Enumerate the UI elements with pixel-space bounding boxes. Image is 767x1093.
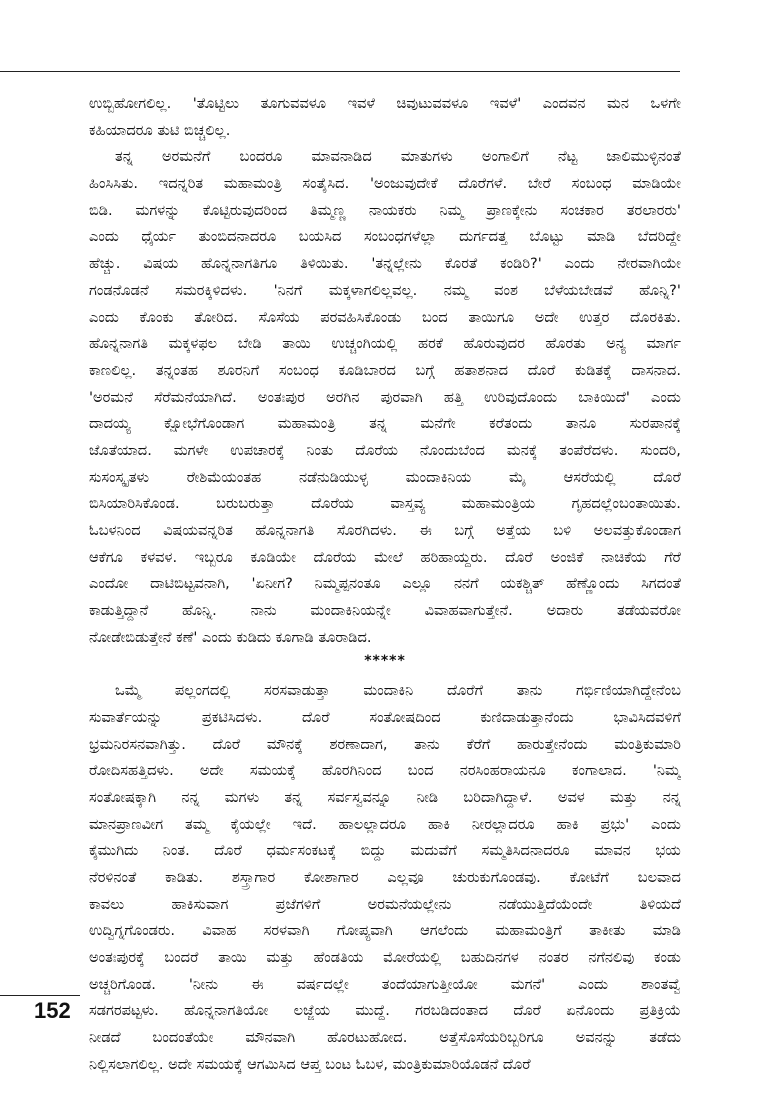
text-line: ಅಂತಃಪುರಕ್ಕೆ ಬಂದರೆ ತಾಯಿ ಮತ್ತು ಹೆಂಡತಿಯ ಮೋರೆಯಲ್ಲಿ ಬಹುದಿನಗಳ ನಂತರ ನಗೆನಲಿವು ಕಂಡು [89,949,681,966]
text-line: ಅಚ್ಚರಿಗೊಂಡ. 'ನೀನು ಈ ವರ್ಷದಲ್ಲೇ ತಂದೆಯಾಗುತ್ತೀಯೋ ಮಗನೆ' ಎಂದು ಶಾಂತವ್ವೆ [89,975,681,993]
text-line: ಸಂತೋಷಕ್ಕಾಗಿ ನನ್ನ ಮಗಳು ತನ್ನ ಸರ್ವಸ್ವವನ್ನೂ ನೀಡಿ ಬರಿದಾಗಿದ್ದಾಳೆ. ಅವಳ ಮತ್ತು ನನ್ನ [89,788,681,806]
text-line: 'ಅರಮನೆ ಸೆರೆಮನೆಯಾಗಿದೆ. ಅಂತಃಪುರ ಅರಗಿನ ಪುರವಾಗಿ ಹತ್ತಿ ಉರಿವುದೊಂದು ಬಾಕಿಯಿದೆ' ಎಂದು [89,388,681,406]
text-line: ಎಂದು ಧೈರ್ಯ ತುಂಬಿದನಾದರೂ ಬಯಸಿದ ಸಂಬಂಧಗಳೆಲ್ಲಾ ದುರ್ಗದತ್ತ ಬೊಟ್ಟು ಮಾಡಿ ಬೆದರಿದ್ದೇ [89,228,681,246]
text-line: ಸುಸಂಸ್ಕೃತಳು ರೇಶಿಮೆಯಂತಹ ನಡೆನುಡಿಯುಳ್ಳ ಮಂದಾಕಿನಿಯ ಮೈ ಆಸರೆಯಲ್ಲಿ ದೊರೆ [89,468,681,486]
text-line: ತನ್ನ ಅರಮನೆಗೆ ಬಂದರೂ ಮಾವನಾಡಿದ ಮಾತುಗಳು ಅಂಗಾಲಿಗೆ ನೆಟ್ಟ ಜಾಲಿಮುಳ್ಳಿನಂತೆ [115,148,681,166]
section-separator: ***** [364,653,406,670]
text-line: ಜೊತೆಯಾದ. ಮಗಳೇ ಉಪಚಾರಕ್ಕೆ ನಿಂತು ದೊರೆಯ ನೊಂದುಬೆಂದ ಮನಕ್ಕೆ ತಂಪೆರೆದಳು. ಸುಂದರಿ, [89,441,681,459]
text-line: ಒಮ್ಮೆ ಪಲ್ಲಂಗದಲ್ಲಿ ಸರಸವಾಡುತ್ತಾ ಮಂದಾಕಿನಿ ದೊರೆಗೆ ತಾನು ಗರ್ಭಿಣಿಯಾಗಿದ್ದೇನೆಂಬ [115,682,681,700]
text-line: ನೋಡೇಬಿಡುತ್ತೇನೆ ಕಣೆ' ಎಂದು ಕುಡಿದು ಕೂಗಾಡಿ ತೂರಾಡಿದ. [89,628,372,646]
text-line: ಮಾನಪ್ರಾಣವೀಗ ತಮ್ಮ ಕೈಯಲ್ಲೇ ಇದೆ. ಹಾಲಲ್ಲಾದರೂ ಹಾಕಿ ನೀರಲ್ಲಾದರೂ ಹಾಕಿ ಪ್ರಭು' ಎಂದು [89,815,681,833]
text-line: ದಾದಯ್ಯ ಕ್ಷೋಭೆಗೊಂಡಾಗ ಮಹಾಮಂತ್ರಿ ತನ್ನ ಮನೆಗೇ ಕರೆತಂದು ತಾನೂ ಸುರಪಾನಕ್ಕೆ [89,415,681,433]
text-line: ಉದ್ವಿಗ್ನಗೊಂಡರು. ವಿವಾಹ ಸರಳವಾಗಿ ಗೋಪ್ಯವಾಗಿ ಆಗಲೆಂದು ಮಹಾಮಂತ್ರಿಗೆ ತಾಕೀತು ಮಾಡಿ [89,922,681,940]
text-line: ಎಂದೋ ದಾಟಿಬಿಟ್ಟವನಾಗಿ, 'ಏನೀಗ? ನಿಮ್ಮಪ್ಪನಂತೂ ಎಲ್ಲೂ ನನಗೆ ಯಕಶ್ಚಿತ್ ಹೆಣ್ಣೊಂದು ಸಿಗದಂತೆ [89,575,681,593]
text-line: ಹಿಂಸಿಸಿತು. ಇದನ್ನರಿತ ಮಹಾಮಂತ್ರಿ ಸಂತೈಸಿದ. 'ಅಂಜುವುದೇಕೆ ದೊರೆಗಳೆ. ಬೇರೆ ಸಂಬಂಧ ಮಾಡಿಯೇ [89,175,681,193]
text-line: ಉಬ್ಬಿಹೋಗಲಿಲ್ಲ. 'ತೊಟ್ಟಿಲು ತೂಗುವವಳೂ ಇವಳೆ ಚಿವುಟುವವಳೂ ಇವಳೆ' ಎಂದವನ ಮನ ಒಳಗೇ [89,95,681,112]
text-line: ಭ್ರಮನಿರಸನವಾಗಿತ್ತು. ದೊರೆ ಮೌನಕ್ಕೆ ಶರಣಾದಾಗ, ತಾನು ಕೆರೆಗೆ ಹಾರುತ್ತೇನೆಂದು ಮಂತ್ರಿಕುಮಾರಿ [89,735,681,753]
text-line: ನಿಲ್ಲಿಸಲಾಗಲಿಲ್ಲ. ಅದೇ ಸಮಯಕ್ಕೆ ಆಗಮಿಸಿದ ಆಪ್ತ ಬಂಟ ಓಬಳ, ಮಂತ್ರಿಕುಮಾರಿಯೊಡನೆ ದೊರೆ [89,1055,531,1073]
text-line: ನೆರಳಿನಂತೆ ಕಾಡಿತು. ಶಸ್ತ್ರಾಗಾರ ಕೋಶಾಗಾರ ಎಲ್ಲವೂ ಚುರುಕುಗೊಂಡವು. ಕೋಟೆಗೆ ಬಲವಾದ [89,868,681,886]
text-line: ಆಕೆಗೂ ಕಳವಳ. ಇಬ್ಬರೂ ಕೂಡಿಯೇ ದೊರೆಯ ಮೇಲೆ ಹರಿಹಾಯ್ದರು. ದೊರೆ ಅಂಜಿಕೆ ನಾಚಿಕೆಯ ಗೆರೆ [89,548,681,566]
body-text [89,91,681,1078]
header-rule [0,71,680,72]
text-line: ಸುವಾರ್ತೆಯನ್ನು ಪ್ರಕಟಿಸಿದಳು. ದೊರೆ ಸಂತೋಷದಿಂದ ಕುಣಿದಾಡುತ್ತಾನೆಂದು ಭಾವಿಸಿದವಳಿಗೆ [89,708,681,726]
text-line: ಬಿಸಿಯಾರಿಸಿಕೊಂಡ. ಬರುಬರುತ್ತಾ ದೊರೆಯ ವಾಸ್ತವ್ಯ ಮಹಾಮಂತ್ರಿಯ ಗೃಹದಲ್ಲೆಂಬಂತಾಯಿತು. [89,495,681,513]
text-line: ಹೆಚ್ಚು. ವಿಷಯ ಹೊನ್ನನಾಗತಿಗೂ ತಿಳಿಯಿತು. 'ತನ್ನಲ್ಲೇನು ಕೊರತೆ ಕಂಡಿರಿ?' ಎಂದು ನೇರವಾಗಿಯೇ [89,255,681,273]
text-line: ಕಾಡುತ್ತಿದ್ದಾನೆ ಹೊನ್ನಿ. ನಾನು ಮಂದಾಕಿನಿಯನ್ನೇ ವಿವಾಹವಾಗುತ್ತೇನೆ. ಅದಾರು ತಡೆಯವರೋ [89,602,681,620]
text-line: ಎಂದು ಕೊಂಕು ತೋರಿದ. ಸೊಸೆಯ ಪರವಹಿಸಿಕೊಂಡು ಬಂದ ತಾಯಿಗೂ ಅದೇ ಉತ್ತರ ದೊರಕಿತು. [89,308,681,326]
text-line: ಸಡಗರಪಟ್ಟಳು. ಹೊನ್ನನಾಗತಿಯೋ ಲಜ್ಜೆಯ ಮುದ್ದೆ. ಗರಬಡಿದಂತಾದ ದೊರೆ ಏನೊಂದು ಪ್ರತಿಕ್ರಿಯೆ [89,1002,681,1020]
text-line: ಓಬಳನಿಂದ ವಿಷಯವನ್ನರಿತ ಹೊನ್ನನಾಗತಿ ಸೊರಗಿದಳು. ಈ ಬಗ್ಗೆ ಅತ್ತೆಯ ಬಳಿ ಅಲವತ್ತುಕೊಂಡಾಗ [89,522,681,539]
text-line: ಬಿಡಿ. ಮಗಳನ್ನು ಕೊಟ್ಟಿರುವುದರಿಂದ ತಿಮ್ಮಣ್ಣ ನಾಯಕರು ನಿಮ್ಮ ಪ್ರಾಣಕ್ಕೇನು ಸಂಚಕಾರ ತರಲಾರರು' [89,201,681,219]
text-line: ನೀಡದೆ ಬಂದಂತೆಯೇ ಮೌನವಾಗಿ ಹೊರಟುಹೋದ. ಅತ್ತೆಸೊಸೆಯರಿಬ್ಬರಿಗೂ ಅವನನ್ನು ತಡೆದು [89,1029,681,1047]
text-line: ಗಂಡನೊಡನೆ ಸಮರಕ್ಕಿಳಿದಳು. 'ನಿನಗೆ ಮಕ್ಕಳಾಗಲಿಲ್ಲವಲ್ಲ. ನಮ್ಮ ವಂಶ ಬೆಳೆಯಬೇಡವೆ ಹೊನ್ನಿ?' [89,281,681,299]
page-number: 152 [34,998,71,1023]
text-line: ಕಾವಲು ಹಾಕಿಸುವಾಗ ಪ್ರಜೆಗಳಿಗೆ ಅರಮನೆಯಲ್ಲೇನು ನಡೆಯುತ್ತಿದೆಯೆಂದೇ ತಿಳಿಯದೆ [89,895,681,913]
text-line: ಕೈಮುಗಿದು ನಿಂತ. ದೊರೆ ಧರ್ಮಸಂಕಟಕ್ಕೆ ಬಿದ್ದು ಮದುವೆಗೆ ಸಮ್ಮತಿಸಿದನಾದರೂ ಮಾವನ ಭಯ [89,842,681,860]
text-line: ರೋದಿಸಹತ್ತಿದಳು. ಅದೇ ಸಮಯಕ್ಕೆ ಹೊರಗಿನಿಂದ ಬಂದ ನರಸಿಂಹರಾಯನೂ ಕಂಗಾಲಾದ. 'ನಿಮ್ಮ [89,762,681,780]
text-line: ಹೊನ್ನನಾಗತಿ ಮಕ್ಕಳಫಲ ಬೇಡಿ ತಾಯಿ ಉಚ್ಚಂಗಿಯಲ್ಲಿ ಹರಕೆ ಹೊರುವುದರ ಹೊರತು ಅನ್ಯ ಮಾರ್ಗ [89,335,681,353]
footer-rule [0,995,80,996]
text-line: ಕಹಿಯಾದರೂ ತುಟಿ ಬಿಚ್ಚಲಿಲ್ಲ. [89,121,231,139]
text-line: ಕಾಣಲಿಲ್ಲ. ತನ್ನಂತಹ ಶೂರನಿಗೆ ಸಂಬಂಧ ಕೂಡಿಬಾರದ ಬಗ್ಗೆ ಹತಾಶನಾದ ದೊರೆ ಕುಡಿತಕ್ಕೆ ದಾಸನಾದ. [89,361,681,379]
